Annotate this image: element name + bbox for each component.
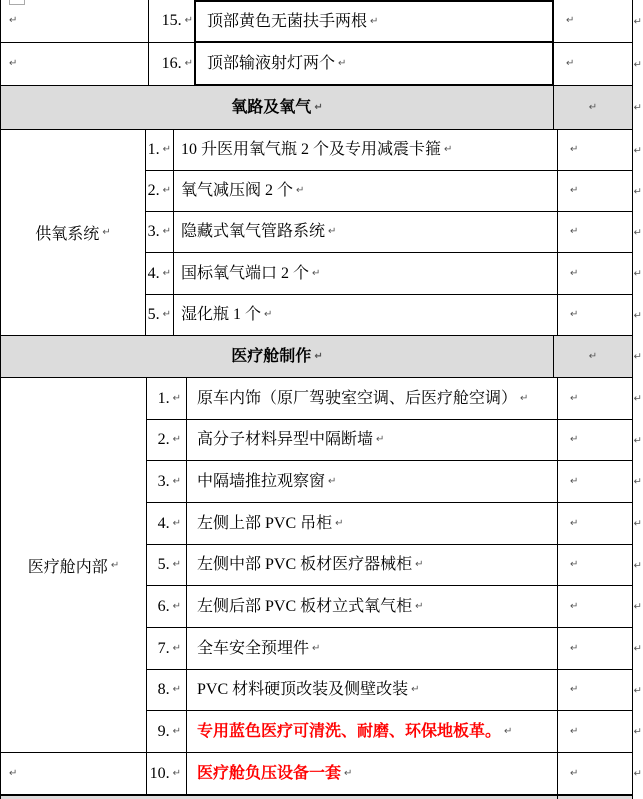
row-number-cell — [146, 295, 174, 336]
paragraph-mark: ↵ — [314, 350, 323, 362]
table-row — [147, 420, 642, 461]
item-text: 左侧上部 PVC 吊柜 — [197, 514, 333, 532]
check-cell — [558, 670, 633, 711]
category-label: 供氧系统 — [35, 226, 100, 243]
row-number: 6. — [157, 597, 170, 615]
row-number-cell — [147, 670, 187, 711]
item-cell — [174, 212, 558, 253]
section-header-title: 医疗舱制作 — [231, 347, 312, 365]
category-cell — [1, 0, 149, 43]
row-end-mark: ↵ — [633, 601, 642, 613]
paragraph-mark: ↵ — [172, 600, 181, 612]
check-cell — [554, 0, 633, 43]
row-number: 16. — [161, 55, 182, 72]
paragraph-mark: ↵ — [9, 15, 18, 26]
item-cell — [194, 43, 554, 86]
item-cell — [174, 130, 558, 171]
paragraph-mark: ↵ — [172, 725, 181, 737]
row-end-mark: ↵ — [633, 726, 642, 738]
check-cell — [558, 503, 633, 545]
item-text: 10 升医用氧气瓶 2 个及专用减震卡箍 — [181, 141, 442, 158]
row-number-cell — [146, 212, 174, 253]
row-number: 1. — [157, 389, 170, 407]
paragraph-mark: ↵ — [570, 475, 579, 487]
table-row — [146, 253, 642, 295]
check-cell — [554, 86, 633, 130]
paragraph-mark: ↵ — [184, 58, 193, 69]
row-number: 4. — [157, 514, 170, 532]
table-row — [147, 461, 642, 503]
category-cell — [1, 43, 149, 86]
item-cell — [187, 461, 558, 503]
check-cell — [558, 711, 633, 753]
row-number-cell — [149, 43, 194, 86]
paragraph-mark: ↵ — [312, 642, 321, 654]
item-text: 全车安全预埋件 — [197, 639, 310, 657]
table-row — [147, 711, 642, 753]
row-end-mark: ↵ — [633, 476, 642, 488]
paragraph-mark: ↵ — [504, 725, 513, 737]
row-end-mark: ↵ — [633, 768, 642, 780]
item-text: 中隔墙推拉观察窗 — [197, 472, 326, 490]
paragraph-mark: ↵ — [520, 392, 529, 404]
row-number: 1. — [147, 141, 160, 158]
paragraph-mark: ↵ — [172, 642, 181, 654]
check-cell — [558, 586, 633, 628]
check-cell — [558, 628, 633, 670]
paragraph-mark: ↵ — [314, 101, 323, 113]
paragraph-mark: ↵ — [566, 58, 575, 69]
paragraph-mark: ↵ — [570, 267, 579, 279]
section-header-row — [1, 336, 642, 378]
paragraph-mark: ↵ — [570, 559, 579, 570]
item-cell — [187, 503, 558, 545]
table-row — [146, 130, 642, 171]
check-cell — [558, 545, 633, 586]
item-text: 顶部黄色无菌扶手两根 — [207, 12, 368, 30]
paragraph-mark: ↵ — [566, 15, 575, 26]
paragraph-mark: ↵ — [162, 226, 171, 237]
row-number-cell — [147, 628, 187, 670]
paragraph-mark: ↵ — [570, 309, 579, 320]
row-end-mark: ↵ — [633, 685, 642, 696]
row-end-mark: ↵ — [633, 643, 642, 655]
paragraph-mark: ↵ — [370, 15, 379, 27]
row-number: 7. — [157, 639, 170, 657]
item-cell — [187, 378, 558, 420]
section-header-oxygen — [0, 86, 642, 130]
check-cell — [558, 295, 633, 336]
row-number: 4. — [147, 264, 160, 282]
paragraph-mark: ↵ — [172, 767, 181, 779]
paragraph-mark: ↵ — [570, 767, 579, 779]
item-text: 顶部输液射灯两个 — [207, 54, 336, 72]
top-rows-segment — [0, 0, 642, 86]
item-text: 高分子材料异型中隔断墙 — [197, 431, 374, 448]
row-number-cell — [147, 711, 187, 753]
row-number: 10. — [149, 764, 170, 782]
table-row — [147, 545, 642, 586]
row-number: 5. — [147, 306, 160, 323]
item-cell — [187, 753, 558, 795]
paragraph-mark: ↵ — [570, 684, 579, 695]
paragraph-mark: ↵ — [588, 350, 598, 362]
row-number-cell — [147, 420, 187, 461]
row-number-cell — [147, 503, 187, 545]
row-number-cell — [146, 130, 174, 171]
item-cell — [194, 0, 554, 43]
paragraph-mark: ↵ — [172, 434, 181, 445]
row-end-mark: ↵ — [633, 351, 642, 363]
row-number-cell — [146, 253, 174, 295]
paragraph-mark: ↵ — [172, 684, 181, 695]
paragraph-mark: ↵ — [570, 725, 579, 737]
table-row — [147, 628, 642, 670]
paragraph-mark: ↵ — [172, 517, 181, 529]
check-cell — [558, 253, 633, 295]
paragraph-mark: ↵ — [570, 392, 579, 404]
row-number: 3. — [147, 223, 160, 240]
category-label: 医疗舱内部 — [27, 558, 108, 576]
row-end-mark: ↵ — [633, 268, 642, 280]
row-end-mark: ↵ — [633, 435, 642, 446]
row-number-cell — [147, 378, 187, 420]
check-cell — [558, 171, 633, 212]
check-cell — [558, 753, 633, 795]
section-header-title-cell — [1, 336, 554, 378]
paragraph-mark: ↵ — [172, 392, 181, 404]
table-row — [146, 212, 642, 253]
paragraph-mark: ↵ — [172, 559, 181, 570]
row-number-cell — [147, 461, 187, 503]
item-text-highlighted: 专用蓝色医疗可清洗、耐磨、环保地板革。 — [197, 722, 502, 740]
table-row — [146, 295, 642, 336]
paragraph-mark: ↵ — [110, 559, 120, 571]
item-text: 湿化瓶 1 个 — [181, 306, 262, 323]
section-header-title-cell — [1, 86, 554, 130]
paragraph-mark: ↵ — [296, 185, 305, 196]
row-end-mark: ↵ — [633, 518, 642, 530]
item-text: 左侧后部 PVC 板材立式氧气柜 — [197, 597, 413, 615]
row-end-mark: ↵ — [633, 310, 642, 321]
paragraph-mark: ↵ — [184, 15, 193, 26]
row-number: 3. — [157, 472, 170, 490]
paragraph-mark: ↵ — [570, 226, 579, 237]
paragraph-mark: ↵ — [338, 57, 347, 69]
paragraph-mark: ↵ — [162, 144, 171, 155]
table-row — [147, 503, 642, 545]
paragraph-mark: ↵ — [588, 101, 598, 113]
paragraph-mark: ↵ — [335, 517, 344, 529]
row-end-mark: ↵ — [633, 16, 642, 27]
row-number-cell — [147, 545, 187, 586]
paragraph-mark: ↵ — [312, 267, 321, 279]
check-cell — [558, 212, 633, 253]
check-cell — [554, 336, 633, 378]
item-text: 氧气减压阀 2 个 — [181, 182, 294, 199]
paragraph-mark: ↵ — [9, 767, 18, 779]
check-cell — [558, 461, 633, 503]
item-text: 原车内饰（原厂驾驶室空调、后医疗舱空调） — [197, 389, 518, 407]
item-text-highlighted: 医疗舱负压设备一套 — [197, 764, 342, 782]
row-end-mark: ↵ — [633, 227, 642, 238]
row-10-segment — [0, 753, 642, 795]
category-cell — [1, 753, 147, 795]
item-cell — [174, 295, 558, 336]
item-text: PVC 材料硬顶改装及侧壁改装 — [197, 681, 409, 698]
row-number: 2. — [157, 431, 170, 448]
table-row — [146, 171, 642, 212]
paragraph-mark: ↵ — [162, 267, 171, 279]
paragraph-mark: ↵ — [570, 434, 579, 445]
paragraph-mark: ↵ — [9, 58, 18, 69]
item-text: 左侧中部 PVC 板材医疗器械柜 — [197, 556, 413, 573]
row-end-mark: ↵ — [633, 393, 642, 405]
table-row — [1, 753, 642, 795]
table-row — [147, 670, 642, 711]
row-number-cell — [147, 586, 187, 628]
row-number: 8. — [157, 681, 170, 698]
table-row — [147, 378, 642, 420]
row-number: 9. — [157, 722, 170, 740]
check-cell — [554, 43, 633, 86]
paragraph-mark: ↵ — [102, 227, 111, 238]
item-cell — [174, 253, 558, 295]
item-cell — [187, 711, 558, 753]
row-end-mark: ↵ — [633, 145, 642, 156]
paragraph-mark: ↵ — [162, 185, 171, 196]
paragraph-mark: ↵ — [328, 226, 337, 237]
paragraph-mark: ↵ — [570, 185, 579, 196]
paragraph-mark: ↵ — [444, 144, 453, 155]
category-cell — [1, 378, 147, 753]
section-header-title: 氧路及氧气 — [231, 98, 312, 116]
row-number-cell — [146, 171, 174, 212]
category-cell — [1, 130, 146, 336]
item-cell — [187, 628, 558, 670]
paragraph-mark: ↵ — [570, 642, 579, 654]
row-number: 15. — [161, 12, 182, 29]
paragraph-mark: ↵ — [376, 434, 385, 445]
paragraph-mark: ↵ — [415, 559, 424, 570]
paragraph-mark: ↵ — [570, 144, 579, 155]
paragraph-mark: ↵ — [415, 600, 424, 612]
row-number: 5. — [157, 556, 170, 573]
row-number-cell — [147, 753, 187, 795]
row-number-cell — [149, 0, 194, 43]
item-cell — [187, 586, 558, 628]
paragraph-mark: ↵ — [411, 684, 420, 695]
paragraph-mark: ↵ — [344, 767, 353, 779]
paragraph-mark: ↵ — [162, 309, 171, 320]
item-text: 隐藏式氧气管路系统 — [181, 223, 326, 240]
table-row — [147, 586, 642, 628]
section-header-row — [1, 86, 642, 130]
row-end-mark: ↵ — [633, 186, 642, 197]
paragraph-mark: ↵ — [264, 309, 273, 320]
item-text: 国标氧气端口 2 个 — [181, 264, 310, 282]
cabin-interior-section — [0, 378, 642, 753]
item-cell — [187, 670, 558, 711]
table-row — [1, 43, 642, 86]
check-cell — [558, 420, 633, 461]
row-end-mark: ↵ — [633, 59, 642, 70]
check-cell — [558, 130, 633, 171]
oxygen-supply-section — [0, 130, 642, 336]
paragraph-mark: ↵ — [570, 517, 579, 529]
paragraph-mark: ↵ — [328, 475, 337, 487]
item-cell — [187, 545, 558, 586]
next-section-partial-row — [0, 795, 633, 799]
row-number: 2. — [147, 182, 160, 199]
table-row — [1, 0, 642, 43]
item-cell — [174, 171, 558, 212]
section-header-cabin — [0, 336, 642, 378]
paragraph-mark: ↵ — [570, 600, 579, 612]
row-end-mark: ↵ — [633, 560, 642, 571]
check-cell — [558, 378, 633, 420]
row-end-mark: ↵ — [633, 102, 642, 114]
paragraph-mark: ↵ — [172, 475, 181, 487]
item-cell — [187, 420, 558, 461]
